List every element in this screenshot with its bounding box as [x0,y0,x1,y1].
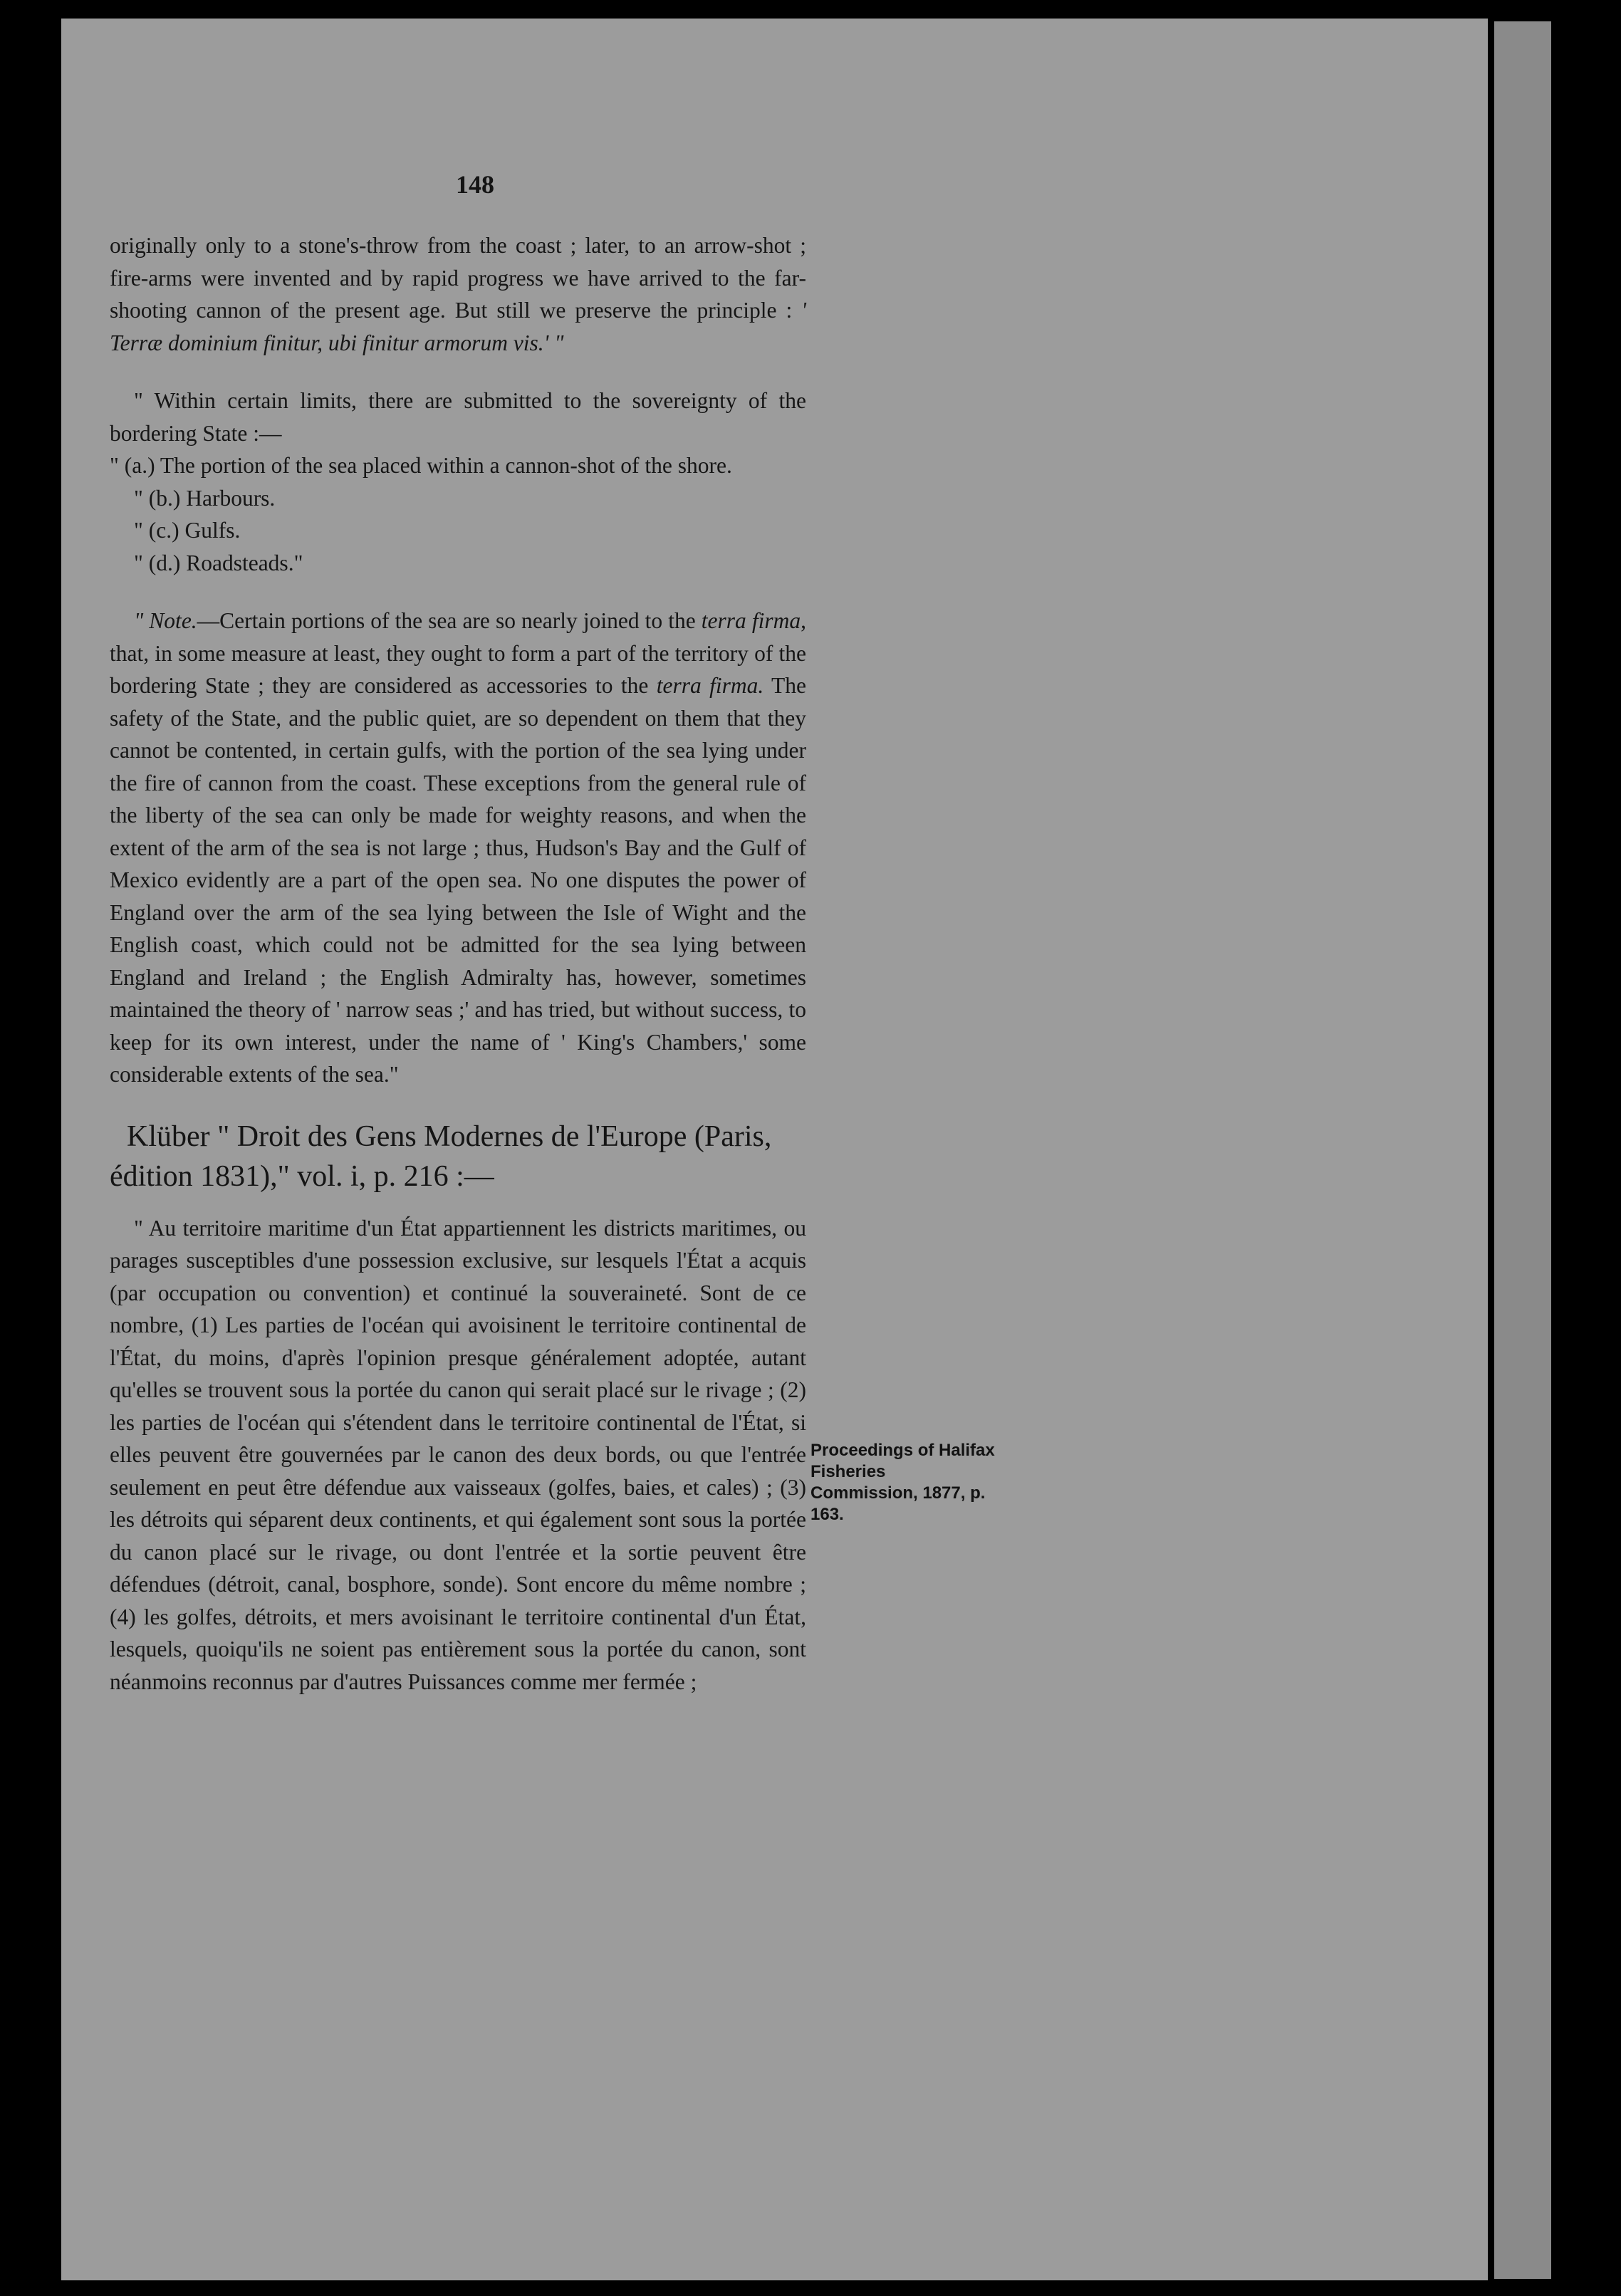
note-label: " Note. [134,608,197,633]
paragraph-within-limits: " Within certain limits, there are submitted to the sovereignty of the bordering State :— [110,388,806,446]
adjacent-page-edge [1494,21,1551,2279]
list-item-d: " (d.) Roadsteads." [134,550,303,575]
list-item-b: " (b.) Harbours. [134,485,276,511]
list-item-c: " (c.) Gulfs. [134,518,241,543]
note-paragraph: " Note.—Certain portions of the sea are so nearly joined to the terra firma, that, in some measure at least, they ought to form a part of the territory of the bordering State ; they are considered as accessories to the terra firma. The safety of the State, and the public quiet, are so dependent on them that they cannot be contented, in certain gulfs, with the portion of the sea lying under the fire of cannon from the coast. These exceptions from the general rule of the liberty of the sea can only be made for weighty reasons, and when the extent of the arm of the sea is not large ; thus, Hudson's Bay and the Gulf of Mexico evidently are a part of the open sea. No one disputes the power of England over the arm of the sea lying between the Isle of Wight and the English coast, which could not be admitted for the sea lying between England and Ireland ; the English Admiralty has, however, sometimes maintained the theory of ' narrow seas ;' and has tried, but without success, to keep for its own interest, under the name of ' King's Chambers,' some considerable extents of the sea." [110,608,807,1087]
citation-heading: Klüber " Droit des Gens Modernes de l'Europe (Paris, édition 1831)," vol. i, p. 216 :— [110,1120,772,1193]
page-number: 148 [456,170,494,199]
paragraph-continuation: originally only to a stone's-throw from the coast ; later, to an arrow-shot ; fire-arms were invented and by rapid progress we have arrived to the far-shooting cannon of the present age. But still we preserve the principle : ' Terræ dominium finitur, ubi finitur armorum vis.' " [110,233,806,355]
main-text [110,229,806,1698]
french-quotation: " Au territoire maritime d'un État appartiennent les districts maritimes, ou parages susceptibles d'une possession exclusive, sur lesquels l'État a acquis (par occupation ou convention) et continué la souveraineté. Sont de ce nombre, (1) Les parties de l'océan qui avoisinent le territoire continental de l'État, du moins, d'après l'opinion presque généralement adoptée, autant qu'elles se trouvent sous la portée du canon qui serait placé sur le rivage ; (2) les parties de l'océan qui s'étendent dans le territoire continental de l'État, si elles peuvent être gouvernées par le canon des deux bords, ou que l'entrée seulement en peut être défendue aux vaisseaux (golfes, baies, et cales) ; (3) les détroits qui séparent deux continents, et qui également sont sous la portée du canon placé sur le rivage, ou dont l'entrée et la sortie peuvent être défendues (détroit, canal, bosphore, sonde). Sont encore du même nombre ; (4) les golfes, détroits, et mers avoisinant le territoire continental d'un État, lesquels, quoiqu'ils ne soient pas entièrement sous la portée du canon, sont néanmoins reconnus par d'autres Puissances comme mer fermée ; [110,1215,806,1694]
margin-note: Proceedings of Halifax Fisheries Commission, 1877, p. 163. [810,1441,995,1524]
list-item-a: " (a.) The portion of the sea placed within a cannon-shot of the shore. [110,453,732,478]
latin-quote: ' Terræ dominium finitur, ubi finitur armorum vis.' " [110,298,806,355]
